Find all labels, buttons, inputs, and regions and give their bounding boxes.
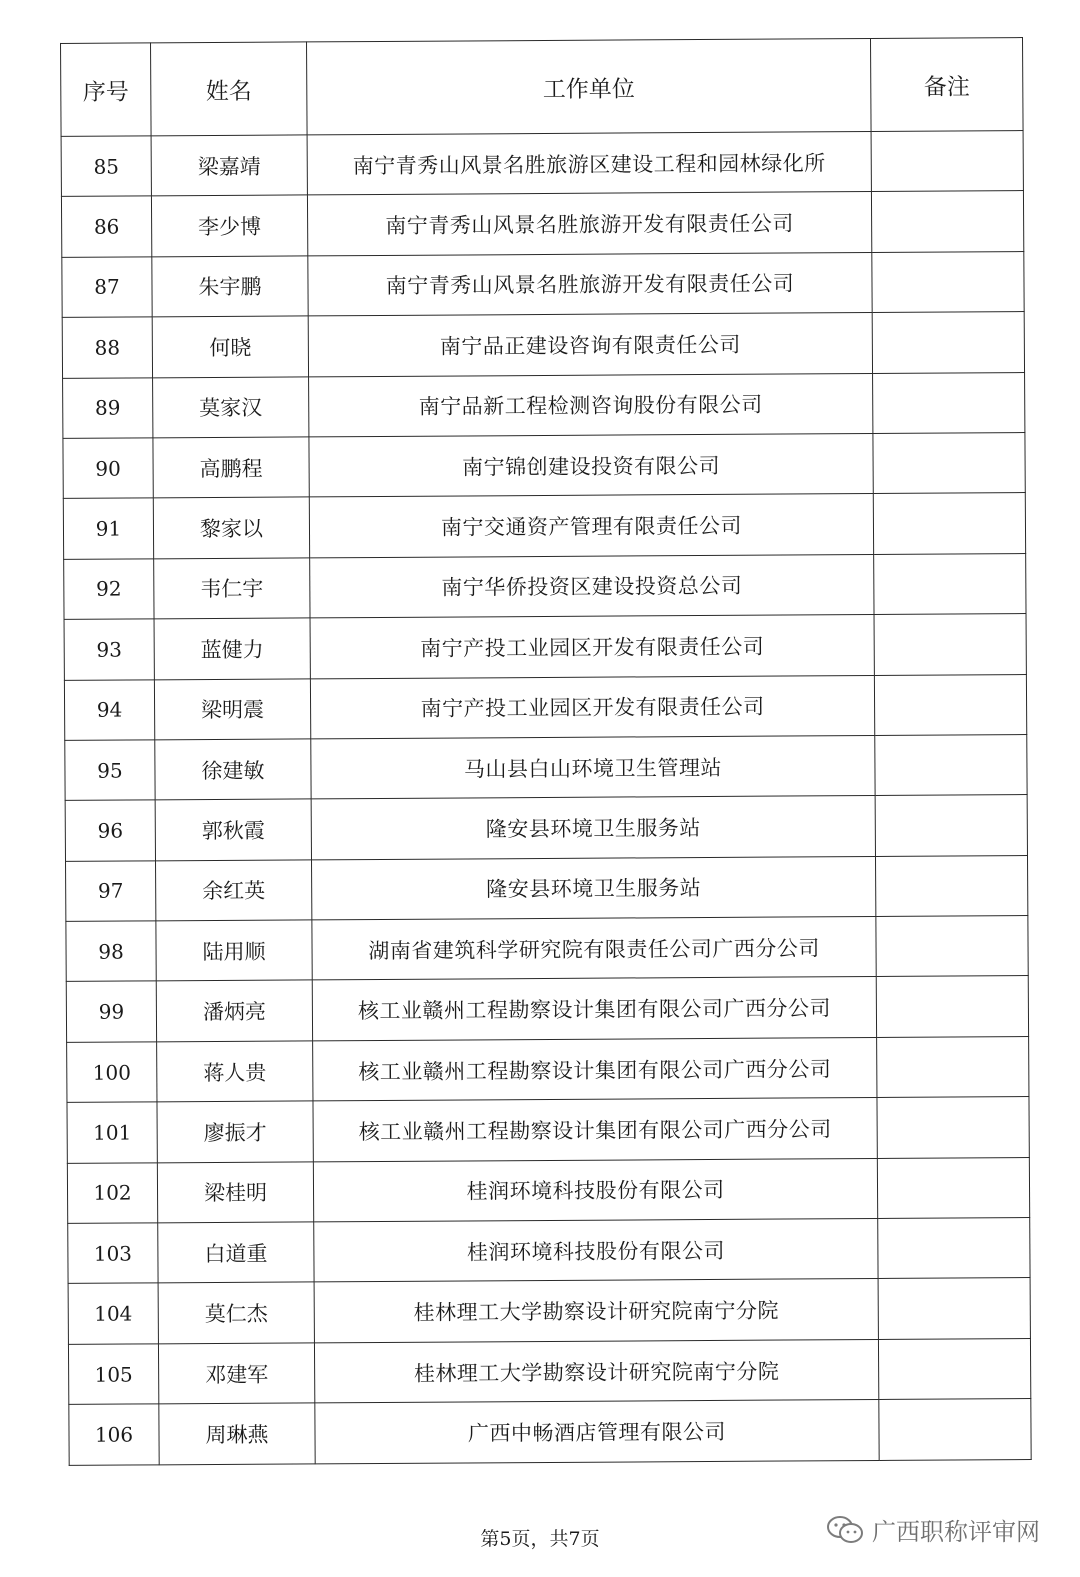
row-unit: 核工业赣州工程勘察设计集团有限公司广西分公司: [313, 1037, 877, 1101]
row-remark: [872, 251, 1024, 312]
table-row: [67, 1097, 1029, 1163]
wechat-icon: [826, 1515, 864, 1545]
table-row: [68, 1278, 1030, 1344]
table-row: [64, 674, 1026, 740]
row-seq: 99: [66, 981, 156, 1042]
row-seq: 86: [61, 196, 151, 257]
row-name: 莫仁杰: [158, 1282, 314, 1343]
row-unit: 桂林理工大学勘察设计研究院南宁分院: [314, 1279, 878, 1343]
row-remark: [878, 1218, 1030, 1279]
row-remark: [873, 493, 1025, 554]
row-seq: 96: [65, 800, 155, 861]
row-seq: 101: [67, 1102, 157, 1163]
table-row: [63, 372, 1025, 438]
row-name: 黎家以: [153, 497, 309, 558]
row-remark: [874, 674, 1026, 735]
row-name: 郭秋霞: [155, 799, 311, 860]
row-remark: [877, 1036, 1029, 1097]
row-name: 余红英: [156, 860, 312, 921]
row-remark: [876, 976, 1028, 1037]
table-row: [66, 916, 1028, 982]
row-name: 陆用顺: [156, 920, 312, 981]
row-unit: 隆安县环境卫生服务站: [311, 796, 875, 860]
row-name: 莫家汉: [153, 376, 309, 437]
row-seq: 103: [68, 1223, 158, 1284]
row-seq: 102: [67, 1163, 157, 1224]
table-row: [64, 614, 1026, 680]
row-seq: 106: [69, 1404, 159, 1465]
row-unit: 南宁交通资产管理有限责任公司: [309, 494, 873, 558]
row-unit: 南宁锦创建设投资有限公司: [309, 433, 873, 497]
table-row: [69, 1399, 1031, 1465]
watermark-text: 广西职称评审网: [872, 1518, 1040, 1546]
table-row: [68, 1338, 1030, 1404]
table-row: [61, 191, 1023, 257]
row-seq: 85: [61, 136, 151, 197]
row-remark: [872, 312, 1024, 373]
table-row: [66, 855, 1028, 921]
row-unit: 核工业赣州工程勘察设计集团有限公司广西分公司: [313, 1098, 877, 1162]
row-seq: 95: [65, 740, 155, 801]
table-row: [62, 251, 1024, 317]
row-unit: 隆安县环境卫生服务站: [312, 856, 876, 920]
row-unit: 南宁青秀山风景名胜旅游开发有限责任公司: [307, 192, 871, 256]
table-row: [65, 795, 1027, 861]
row-seq: 91: [63, 498, 153, 559]
row-unit: 南宁华侨投资区建设投资总公司: [310, 554, 874, 618]
row-name: 何晓: [152, 316, 308, 377]
watermark: [826, 1512, 1040, 1547]
table-row: [61, 131, 1023, 197]
row-seq: 92: [64, 559, 154, 620]
table-row: [63, 433, 1025, 499]
table-header-row: [61, 38, 1024, 137]
roster-body: [61, 131, 1031, 1465]
row-name: 蒋人贵: [157, 1041, 313, 1102]
table-row: [67, 1036, 1029, 1102]
row-name: 白道重: [158, 1222, 314, 1283]
row-seq: 93: [64, 619, 154, 680]
table-row: [68, 1218, 1030, 1284]
row-unit: 广西中畅酒店管理有限公司: [315, 1400, 879, 1464]
row-seq: 104: [68, 1283, 158, 1344]
row-seq: 105: [68, 1344, 158, 1405]
row-unit: 桂润环境科技股份有限公司: [313, 1158, 877, 1222]
row-seq: 88: [62, 317, 152, 378]
row-remark: [873, 433, 1025, 494]
row-name: 梁明震: [154, 678, 310, 739]
row-name: 廖振才: [157, 1101, 313, 1162]
row-unit: 马山县白山环境卫生管理站: [311, 735, 875, 799]
row-remark: [874, 553, 1026, 614]
row-name: 潘炳亮: [156, 980, 312, 1041]
page-footer: 第5页，共7页: [480, 1528, 600, 1550]
header-name: 姓名: [151, 42, 308, 136]
row-unit: 核工业赣州工程勘察设计集团有限公司广西分公司: [312, 977, 876, 1041]
row-unit: 南宁产投工业园区开发有限责任公司: [310, 675, 874, 739]
row-name: 高鹏程: [153, 437, 309, 498]
row-remark: [877, 1097, 1029, 1158]
document-sheet: [60, 37, 1031, 1485]
row-seq: 97: [66, 861, 156, 922]
table-row: [63, 493, 1025, 559]
row-unit: 湖南省建筑科学研究院有限责任公司广西分公司: [312, 917, 876, 981]
row-seq: 89: [63, 377, 153, 438]
row-name: 邓建军: [158, 1343, 314, 1404]
row-seq: 90: [63, 438, 153, 499]
row-remark: [871, 191, 1023, 252]
header-remark: 备注: [870, 38, 1023, 132]
header-unit: 工作单位: [307, 38, 872, 134]
row-name: 朱宇鹏: [152, 256, 308, 317]
row-unit: 桂林理工大学勘察设计研究院南宁分院: [314, 1339, 878, 1403]
row-name: 梁嘉靖: [151, 135, 307, 196]
row-seq: 87: [62, 257, 152, 318]
row-unit: 南宁青秀山风景名胜旅游开发有限责任公司: [308, 252, 872, 316]
row-unit: 桂润环境科技股份有限公司: [314, 1218, 878, 1282]
row-remark: [873, 372, 1025, 433]
roster-table: [60, 37, 1032, 1465]
table-row: [67, 1157, 1029, 1223]
row-remark: [879, 1399, 1031, 1460]
row-remark: [878, 1338, 1030, 1399]
row-remark: [875, 795, 1027, 856]
row-remark: [875, 855, 1027, 916]
row-name: 徐建敏: [155, 739, 311, 800]
row-unit: 南宁品正建设咨询有限责任公司: [308, 313, 872, 377]
row-name: 韦仁宇: [154, 558, 310, 619]
row-remark: [878, 1278, 1030, 1339]
row-unit: 南宁产投工业园区开发有限责任公司: [310, 615, 874, 679]
row-name: 梁桂明: [157, 1162, 313, 1223]
table-row: [62, 312, 1024, 378]
table-row: [66, 976, 1028, 1042]
row-unit: 南宁青秀山风景名胜旅游区建设工程和园林绿化所: [307, 131, 871, 195]
row-remark: [876, 916, 1028, 977]
row-seq: 98: [66, 921, 156, 982]
row-unit: 南宁品新工程检测咨询股份有限公司: [309, 373, 873, 437]
table-row: [65, 734, 1027, 800]
row-remark: [875, 734, 1027, 795]
row-name: 蓝健力: [154, 618, 310, 679]
row-name: 周琳燕: [159, 1403, 315, 1464]
row-remark: [874, 614, 1026, 675]
table-row: [64, 553, 1026, 619]
row-seq: 94: [64, 679, 154, 740]
header-seq: 序号: [61, 43, 152, 137]
row-name: 李少博: [151, 195, 307, 256]
row-remark: [871, 131, 1023, 192]
row-remark: [877, 1157, 1029, 1218]
row-seq: 100: [67, 1042, 157, 1103]
